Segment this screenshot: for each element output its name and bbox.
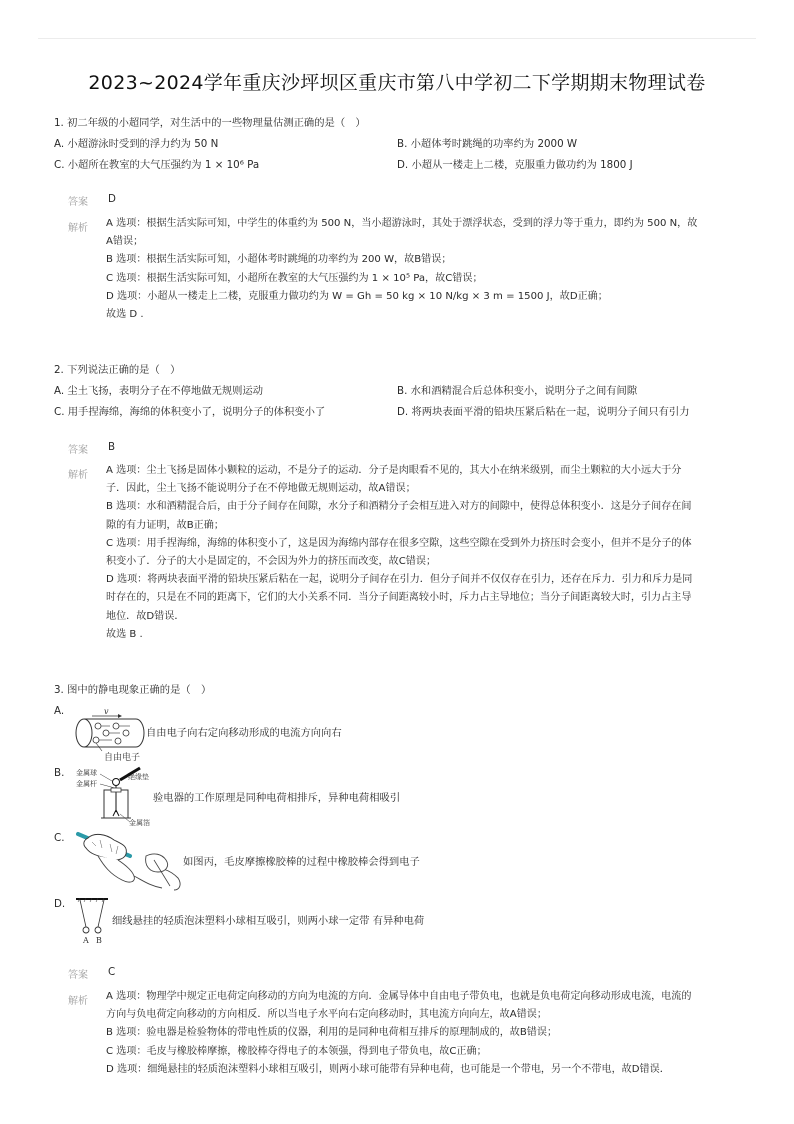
q3-analysis-line: A 选项：物理学中规定正电荷定向移动的方向为电流的方向．金属导体中自由电子带负电，也就是负电荷定向移动形成电流，电流的 xyxy=(106,991,692,1002)
q1-option-b: B. 小超体考时跳绳的功率约为 2000 W xyxy=(397,138,578,150)
fur-rubbing-rod-figure xyxy=(70,826,184,894)
q3-option-c: 如图丙，毛皮摩擦橡胶棒的过程中橡胶棒会得到电子 xyxy=(183,856,420,868)
q2-analysis-line: 地位．故D错误． xyxy=(106,610,185,622)
q1-analysis-line: D 选项：小超从一楼走上二楼，克服重力做功约为 W = Gh = 50 kg × 10 N/kg × 3 m = 1500 J，故D正确； xyxy=(106,290,608,302)
q1-answer: D xyxy=(108,193,116,205)
page-title: 2023~2024学年重庆沙坪坝区重庆市第八中学初二下学期期末物理试卷 xyxy=(88,72,706,94)
q1-analysis-line: B 选项：根据生活实际可知，小超体考时跳绳的功率约为 200 W，故B错误； xyxy=(106,254,452,266)
q2-analysis-line: B 选项：水和酒精混合后，由于分子间存在间隙，水分子和酒精分子会相互进入对方的间隙中，使得总体积变小．这是分子间存在间 xyxy=(106,501,692,513)
q1-analysis-label: 解析 xyxy=(68,223,88,234)
q1-analysis-line: C 选项：根据生活实际可知，小超所在教室的大气压强约为 1 × 10⁵ Pa，故C错误； xyxy=(106,272,483,284)
q2-option-c: C. 用手捏海绵，海绵的体积变小了，说明分子的体积变小了 xyxy=(54,406,326,418)
free-electron-label: 自由电子 xyxy=(104,753,141,763)
q2-option-b: B. 水和酒精混合后总体积变小，说明分子之间有间隙 xyxy=(397,385,638,397)
q1-option-c: C. 小超所在教室的大气压强约为 1 × 10⁶ Pa xyxy=(54,159,260,171)
hanging-balls-figure xyxy=(72,897,112,947)
q2-option-d: D. 将两块表面平滑的铅块压紧后粘在一起，说明分子间只有引力 xyxy=(397,406,690,418)
q3-option-b: 验电器的工作原理是同种电荷相排斥，异种电荷相吸引 xyxy=(153,792,401,804)
q3-option-b-letter: B. xyxy=(54,767,65,779)
insulator-label: 绝缘垫 xyxy=(128,773,149,781)
q3-analysis-label: 解析 xyxy=(68,996,88,1007)
q3-analysis-line: B 选项：验电器是检验物体的带电性质的仪器，利用的是同种电荷相互排斥的原理制成的，故B错误； xyxy=(106,1027,558,1039)
q2-analysis-line: 积变小了．分子的大小是固定的，不会因为外力的挤压而改变，故C错误； xyxy=(106,555,437,567)
q2-analysis-line: A 选项：尘土飞扬是固体小颗粒的运动，不是分子的运动．分子是肉眼看不见的，其大小在纳米级别，而尘土颗粒的大小远大于分 xyxy=(106,465,682,476)
q1-analysis-line: A 选项：根据生活实际可知，中学生的体重约为 500 N，当小超游泳时，其处于漂浮状态，受到的浮力等于重力，即约为 500 N，故 xyxy=(106,218,698,229)
metal-foil-label: 金属箔 xyxy=(129,819,150,827)
q3-analysis-line: D 选项：细绳悬挂的轻质泡沫塑料小球相互吸引，则两小球可能带有异种电荷，也可能是一个带电，另一个不带电，故D错误． xyxy=(106,1063,670,1075)
metal-ball-label: 金属球 xyxy=(76,769,97,777)
q2-analysis-line: 故选 B . xyxy=(106,628,143,640)
q2-analysis-line: 时存在的，只是在不同的距离下，它们的大小关系不同．当分子间距离较小时，斥力占主导地位；当分子间距离较大时，引力占主导 xyxy=(106,592,692,604)
metal-rod-label: 金属杆 xyxy=(76,780,97,788)
q3-stem: 3. 图中的静电现象正确的是（ ） xyxy=(54,684,212,696)
q1-option-a: A. 小超游泳时受到的浮力约为 50 N xyxy=(54,138,219,150)
q3-answer-label: 答案 xyxy=(68,970,88,981)
q3-answer: C xyxy=(108,966,116,978)
q2-analysis xyxy=(106,462,726,644)
velocity-label: v xyxy=(104,707,109,716)
ball-a-label: A xyxy=(83,936,89,945)
ball-b-label: B xyxy=(96,936,102,945)
q1-analysis-line: 故选 D . xyxy=(106,308,144,320)
electroscope-figure xyxy=(74,766,162,828)
q2-analysis-line: 隙的有力证明，故B正确； xyxy=(106,519,224,531)
q2-stem: 2. 下列说法正确的是（ ） xyxy=(54,364,181,376)
q1-stem: 1. 初二年级的小超同学，对生活中的一些物理量估测正确的是（ ） xyxy=(54,117,366,129)
q1-analysis xyxy=(106,215,726,324)
q2-analysis-line: C 选项：用手捏海绵，海绵的体积变小了，这是因为海绵内部存在很多空隙，这些空隙在受到外力挤压时会变小，但并不是分子的体 xyxy=(106,537,692,549)
q2-analysis-line: 子．因此，尘土飞扬不能说明分子在不停地做无规则运动，故A错误； xyxy=(106,483,416,495)
q1-analysis-line: A错误； xyxy=(106,236,144,248)
q3-analysis xyxy=(106,988,726,1079)
q3-option-a-letter: A. xyxy=(54,705,65,717)
q1-option-d: D. 小超从一楼走上二楼，克服重力做功约为 1800 J xyxy=(397,159,633,171)
q3-option-d: 细线悬挂的轻质泡沫塑料小球相互吸引，则两小球一定带 有异种电荷 xyxy=(112,915,425,927)
q2-analysis-line: D 选项：将两块表面平滑的铅块压紧后粘在一起，说明分子间存在引力．但分子间并不仅仅存在引力，还存在斥力．引力和斥力是同 xyxy=(106,574,693,586)
header-rule xyxy=(38,38,756,39)
q3-option-c-letter: C. xyxy=(54,832,65,844)
q3-option-a: 自由电子向右定向移动形成的电流方向向右 xyxy=(146,727,342,739)
wire-electron-figure xyxy=(70,705,146,763)
q2-analysis-label: 解析 xyxy=(68,470,88,481)
q2-answer: B xyxy=(108,441,116,453)
q3-option-d-letter: D. xyxy=(54,898,66,910)
q3-analysis-line: 方向与负电荷定向移动的方向相反．所以当电子水平向右定向移动时，其电流方向向左，故A错误； xyxy=(106,1009,547,1021)
q2-option-a: A. 尘土飞扬，表明分子在不停地做无规则运动 xyxy=(54,385,264,397)
q3-analysis-line: C 选项：毛皮与橡胶棒摩擦，橡胶棒夺得电子的本领强，得到电子带负电，故C正确； xyxy=(106,1045,487,1057)
q1-answer-label: 答案 xyxy=(68,197,88,208)
q2-answer-label: 答案 xyxy=(68,445,88,456)
